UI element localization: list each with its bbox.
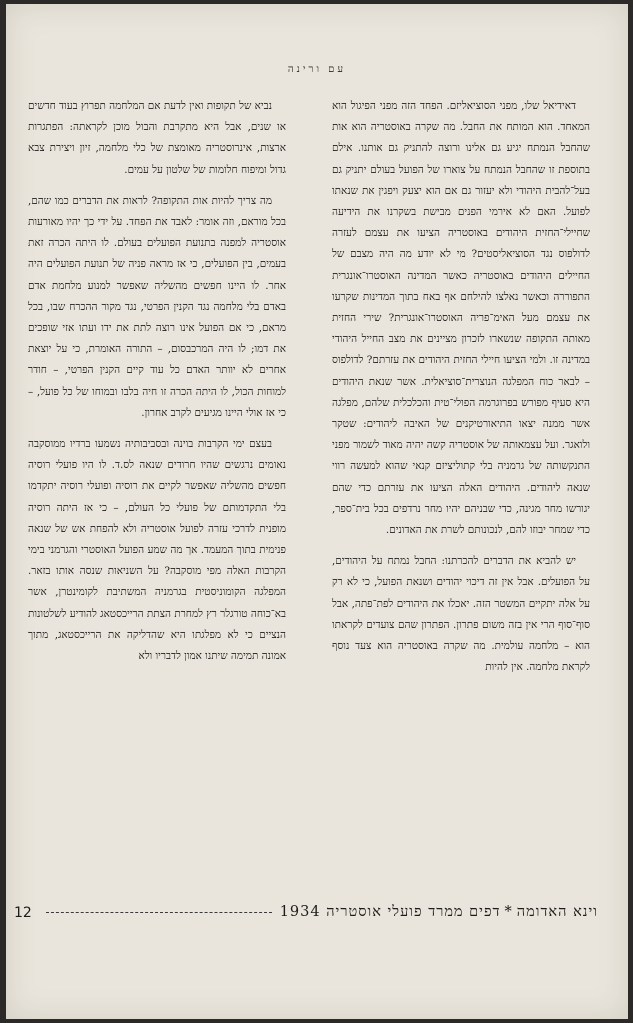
imprint-subtitle: דפים ממרד פועלי אוסטריה 1934: [279, 904, 501, 920]
running-head: עם ורינה: [287, 64, 347, 75]
page-footer: [14, 904, 598, 921]
imprint-title: וינא האדומה: [516, 904, 598, 920]
left-paragraph-2: מה צריך להיות אות התקופה? לראות את הדברים כמו שהם, בכל מוראם, וזה אומר: לאבד את הפחד. על ידי כך יהיו מאורעות אוסטריה למפנה בתנועת הפועלים בעולם. לו היתה הכרה זאת בעמים, בין הפועלים, כי אז מראה פניה של תנועת הפועלים היה אחר. לו היינו חפשים מהשליה שאפשר למנוע מלחמת אדם באדם בלי מלחמה נגד הקנין הפרטי, נגד מקור ההכרח שבו, בכל מראם, כי אם הפועל אינו רוצה לתת את ידו ועתו אזי שופכים את דמו; לו היה המרכבסום, – התורה האומרת, כי על יוצאת אחרים לא יוותר האדם כל עוד קיים הקנין הפרטי, – חודר למוחות הכול, לו היתה הכרה זו חיה בלבו ובמוחו של כל פועל, – כי אז אולי היינו מגיעים לקרב אחרון.: [28, 194, 286, 419]
page-number: 12: [14, 904, 32, 921]
footer-dashed-rule: [46, 912, 272, 913]
right-paragraph-1: דאידיאל שלו, מפני הסוציאליזם. הפחד הזה מפני הפיגול הוא המאחד. הוא המותח את החבל. מה שקרה באוסטריה הוא אות שהחבל הנמתח יגיע גם אלינו ורוצה להתניק גם אותנו. אילם בתוספת זו שהחבל הנמתח על צוארו של הפועל בעולם יתניק גם בעל־להבית היהודי ולא יעזור גם אם הוא יצעק ויפגין את שנאתו לפועל. האם לא אירמי הפנים מבישת בשקרנו את הידיעה שחיילי־החזית היהודים באוסטריה הציעו את עצמם לעזרה לדולפוס נגד הסוציאליסטים? מי לא יודע מה היה מצבם של החיילים היהודים באוסטריה כאשר המדינה האוסטרו־אונגרית התפוררה וכאשר נאלצו להילחם אף באח בתוך המדינות שקרעו את עצמם מעל האימ־פריה האוסטרו־אונגרית? שירי החזית מאותה התקופה שנשארו לזכרון מציינים את מצב החייל היהודי במדינה זו. ולמי הציעו חיילי החזית היהודים את עזרתם? לדולפוס – לבאר כוח המפלגה הנוצרית־סוציאלית. אשר שנאת היהודים היא סעיף מפורש בפרוגרמה הפולי־טית והכלכלית שלהם, מפלגה אשר ממנה יצאו התיאורטיקנים של האיבה ליהודים: שטקר ולואגר. ועל עצמאותה של אוסטריה קשה יהיה מאוד לשמור מפני התנקשותה של גרמניה בלי קתוליציזם קנאי שהוא למעשה רווי שנאה ליהודים. היהודים האלה הציעו את עזרתם כדי שהם יגורשו מחר מגינה, כדי שבניהם יהיו מחר נרדפים בכל בית־ספר, כדי שמחר יבוזו להם, לנכונותם לשרת את האדונים.: [332, 100, 590, 537]
imprint-star: *: [504, 904, 513, 920]
right-paragraph-2: יש להביא את הדברים להכרתנו: החבל נמתח על היהודים, על הפועלים. אבל אין זה דיכוי יהודים ושנאת הפועל, כי לא רק על אלה יתקיים המשטר הזה. יאכלו את היהודים לפת־פתה, אבל סוף־סוף הרי אין בזה משום פתרון. הפתרון שהם צועדים לקראתו הוא – מלחמה עולמית. מה שקרה באוסטריה הוא צעד נוסף לקראת מלחמה. אין להיות: [332, 555, 590, 674]
left-column: [28, 96, 286, 677]
book-page: [6, 4, 628, 1019]
left-paragraph-3: בעצם ימי הקרבות בוינה ובסביבותיה נשמעו ברדיו ממוסקבה נאומים נרגשים שהיו חרודים שנאה לס.ד. לו היו פועלי רוסיה חפשים מהשליה שאפשר לקיים את רוסיה ופועלי רוסיה יתקדמו בלי התקדמותם של פועלי כל העולם, – כי אז היתה רוסיה מופנית לדרכי עזרה לפועל אוסטריה ולא להפחת אש של שנאה פנימית בתוך המעמד. אך מה שמע הפועל האוסטרי והגרמני בימי הקרבות האלה מפי מוסקבה? על השניאות שנסה אותו בזאר. המפלגה הקומוניסטית בגרמניה המשתיבת לקומינטרן, אשר בא־כוחה טורגלר רץ למחרת הצתת הרייכסטאג להודיע לשלטונות הנציים כי לא מפלגתו היא שהדליקה את הרייכסטאג, מתוך אמונה תמימה שיתנו אמון לדבריו ולא: [28, 438, 286, 663]
right-column: [332, 96, 590, 688]
left-paragraph-1: נביא של תקופות ואין לדעת אם המלחמה תפרוץ בעוד חדשים או שנים, אבל היא מתקרבת והבול מוכן לקראתה: הפתגרות ארצות, אינרוסטריה מאומצת של כלי מלחמה, זיון ויצירת צבא גדול ומיפוח חלומות של שלטון על עמים.: [28, 100, 286, 176]
footer-imprint: [280, 904, 598, 921]
